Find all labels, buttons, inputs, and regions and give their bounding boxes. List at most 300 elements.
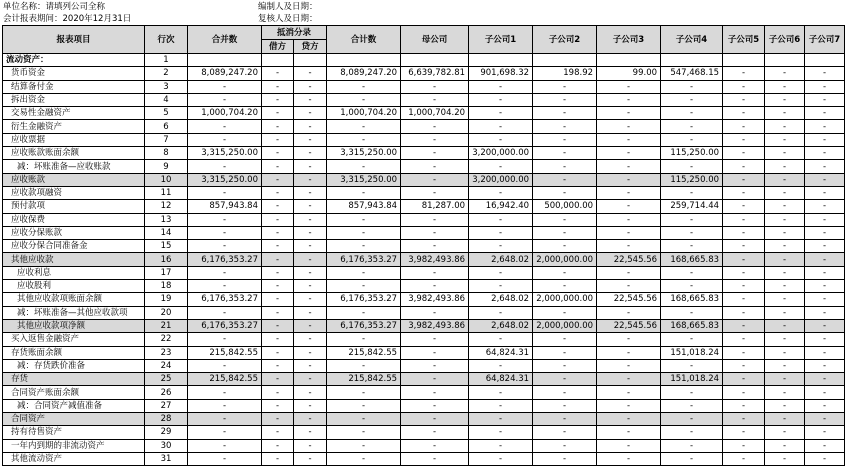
col-header-combined[interactable]: 合并数 xyxy=(188,26,262,54)
debit-cell[interactable]: - xyxy=(262,452,294,465)
sub5-cell[interactable]: - xyxy=(723,107,765,120)
total-cell[interactable]: - xyxy=(327,399,401,412)
sub2-cell[interactable]: - xyxy=(533,386,597,399)
sub3-cell[interactable]: - xyxy=(597,213,661,226)
sub2-cell[interactable]: - xyxy=(533,426,597,439)
credit-cell[interactable]: - xyxy=(294,373,327,386)
total-cell[interactable]: 6,176,353.27 xyxy=(327,253,401,266)
parent-cell[interactable]: - xyxy=(401,240,469,253)
parent-cell[interactable]: 3,982,493.86 xyxy=(401,319,469,332)
parent-cell[interactable]: - xyxy=(401,373,469,386)
line-number-cell[interactable]: 25 xyxy=(145,373,188,386)
total-cell[interactable]: - xyxy=(327,160,401,173)
parent-cell[interactable] xyxy=(401,54,469,67)
sub4-cell[interactable]: - xyxy=(661,426,723,439)
sub4-cell[interactable]: - xyxy=(661,413,723,426)
sub6-cell[interactable]: - xyxy=(765,160,805,173)
parent-cell[interactable]: - xyxy=(401,306,469,319)
sub1-cell[interactable]: - xyxy=(469,107,533,120)
debit-cell[interactable]: - xyxy=(262,386,294,399)
sub3-cell[interactable]: - xyxy=(597,306,661,319)
sub5-cell[interactable]: - xyxy=(723,200,765,213)
debit-cell[interactable]: - xyxy=(262,200,294,213)
sub3-cell[interactable]: 22,545.56 xyxy=(597,253,661,266)
sub1-cell[interactable]: - xyxy=(469,266,533,279)
sub3-cell[interactable]: 22,545.56 xyxy=(597,319,661,332)
sub1-cell[interactable]: - xyxy=(469,426,533,439)
sub4-cell[interactable]: 115,250.00 xyxy=(661,173,723,186)
sub2-cell[interactable]: - xyxy=(533,147,597,160)
sub7-cell[interactable]: - xyxy=(805,452,845,465)
parent-cell[interactable]: - xyxy=(401,93,469,106)
credit-cell[interactable]: - xyxy=(294,319,327,332)
total-cell[interactable]: - xyxy=(327,452,401,465)
total-cell[interactable]: - xyxy=(327,133,401,146)
sub2-cell[interactable]: 500,000.00 xyxy=(533,200,597,213)
sub2-cell[interactable]: - xyxy=(533,160,597,173)
line-number-cell[interactable]: 14 xyxy=(145,226,188,239)
debit-cell[interactable]: - xyxy=(262,120,294,133)
sub4-cell[interactable]: 115,250.00 xyxy=(661,147,723,160)
sub3-cell[interactable]: - xyxy=(597,359,661,372)
sub6-cell[interactable]: - xyxy=(765,107,805,120)
combined-cell[interactable]: - xyxy=(188,333,262,346)
combined-cell[interactable]: 1,000,704.20 xyxy=(188,107,262,120)
sub6-cell[interactable]: - xyxy=(765,133,805,146)
sub7-cell[interactable]: - xyxy=(805,413,845,426)
total-cell[interactable]: - xyxy=(327,306,401,319)
credit-cell[interactable]: - xyxy=(294,200,327,213)
sub4-cell[interactable]: 168,665.83 xyxy=(661,253,723,266)
credit-cell[interactable]: - xyxy=(294,186,327,199)
sub4-cell[interactable]: - xyxy=(661,386,723,399)
row-label-cell[interactable]: 应收分保合同准备金 xyxy=(3,240,145,253)
line-number-cell[interactable]: 28 xyxy=(145,413,188,426)
total-cell[interactable]: - xyxy=(327,413,401,426)
sub7-cell[interactable]: - xyxy=(805,133,845,146)
parent-cell[interactable]: 1,000,704.20 xyxy=(401,107,469,120)
line-number-cell[interactable]: 21 xyxy=(145,319,188,332)
line-number-cell[interactable]: 6 xyxy=(145,120,188,133)
sub4-cell[interactable]: - xyxy=(661,107,723,120)
total-cell[interactable]: 1,000,704.20 xyxy=(327,107,401,120)
credit-cell[interactable]: - xyxy=(294,80,327,93)
combined-cell[interactable] xyxy=(188,54,262,67)
sub4-cell[interactable] xyxy=(661,54,723,67)
row-label-cell[interactable]: 应收股利 xyxy=(3,280,145,293)
debit-cell[interactable]: - xyxy=(262,266,294,279)
sub7-cell[interactable]: - xyxy=(805,306,845,319)
sub3-cell[interactable]: - xyxy=(597,173,661,186)
line-number-cell[interactable]: 29 xyxy=(145,426,188,439)
sub5-cell[interactable]: - xyxy=(723,226,765,239)
credit-cell[interactable]: - xyxy=(294,333,327,346)
sub2-cell[interactable]: - xyxy=(533,266,597,279)
sub5-cell[interactable]: - xyxy=(723,133,765,146)
sub7-cell[interactable]: - xyxy=(805,333,845,346)
sub7-cell[interactable]: - xyxy=(805,266,845,279)
sub1-cell[interactable]: - xyxy=(469,439,533,452)
col-header-sub2[interactable]: 子公司2 xyxy=(533,26,597,54)
parent-cell[interactable]: 3,982,493.86 xyxy=(401,293,469,306)
sub3-cell[interactable]: - xyxy=(597,107,661,120)
total-cell[interactable]: 3,315,250.00 xyxy=(327,147,401,160)
parent-cell[interactable]: - xyxy=(401,147,469,160)
row-label-cell[interactable]: 拆出资金 xyxy=(3,93,145,106)
sub1-cell[interactable]: - xyxy=(469,306,533,319)
total-cell[interactable]: - xyxy=(327,93,401,106)
sub5-cell[interactable]: - xyxy=(723,253,765,266)
line-number-cell[interactable]: 9 xyxy=(145,160,188,173)
sub4-cell[interactable]: 547,468.15 xyxy=(661,67,723,80)
sub7-cell[interactable]: - xyxy=(805,67,845,80)
sub2-cell[interactable]: - xyxy=(533,439,597,452)
line-number-cell[interactable]: 10 xyxy=(145,173,188,186)
debit-cell[interactable]: - xyxy=(262,293,294,306)
col-header-sub7[interactable]: 子公司7 xyxy=(805,26,845,54)
credit-cell[interactable]: - xyxy=(294,413,327,426)
debit-cell[interactable]: - xyxy=(262,253,294,266)
line-number-cell[interactable]: 22 xyxy=(145,333,188,346)
sub3-cell[interactable]: - xyxy=(597,133,661,146)
col-header-sub4[interactable]: 子公司4 xyxy=(661,26,723,54)
sub4-cell[interactable]: - xyxy=(661,120,723,133)
col-header-debit[interactable]: 借方 xyxy=(262,40,294,54)
sub3-cell[interactable]: - xyxy=(597,346,661,359)
sub5-cell[interactable]: - xyxy=(723,93,765,106)
parent-cell[interactable]: - xyxy=(401,399,469,412)
sub7-cell[interactable]: - xyxy=(805,253,845,266)
parent-cell[interactable]: - xyxy=(401,280,469,293)
sub6-cell[interactable]: - xyxy=(765,226,805,239)
sub4-cell[interactable]: - xyxy=(661,399,723,412)
sub3-cell[interactable]: - xyxy=(597,186,661,199)
sub1-cell[interactable]: - xyxy=(469,93,533,106)
sub4-cell[interactable]: - xyxy=(661,333,723,346)
sub5-cell[interactable]: - xyxy=(723,413,765,426)
sub2-cell[interactable]: - xyxy=(533,413,597,426)
debit-cell[interactable]: - xyxy=(262,133,294,146)
combined-cell[interactable]: - xyxy=(188,226,262,239)
sub1-cell[interactable]: - xyxy=(469,452,533,465)
total-cell[interactable]: - xyxy=(327,280,401,293)
combined-cell[interactable]: 3,315,250.00 xyxy=(188,147,262,160)
debit-cell[interactable]: - xyxy=(262,107,294,120)
sub2-cell[interactable]: - xyxy=(533,133,597,146)
parent-cell[interactable]: 81,287.00 xyxy=(401,200,469,213)
sub1-cell[interactable]: - xyxy=(469,333,533,346)
debit-cell[interactable]: - xyxy=(262,413,294,426)
parent-cell[interactable]: - xyxy=(401,160,469,173)
sub2-cell[interactable]: - xyxy=(533,93,597,106)
credit-cell[interactable]: - xyxy=(294,107,327,120)
col-header-sub5[interactable]: 子公司5 xyxy=(723,26,765,54)
row-label-cell[interactable]: 其他流动资产 xyxy=(3,452,145,465)
sub7-cell[interactable]: - xyxy=(805,373,845,386)
sub5-cell[interactable]: - xyxy=(723,240,765,253)
combined-cell[interactable]: - xyxy=(188,413,262,426)
sub6-cell[interactable]: - xyxy=(765,293,805,306)
sub6-cell[interactable]: - xyxy=(765,266,805,279)
debit-cell[interactable]: - xyxy=(262,226,294,239)
line-number-cell[interactable]: 16 xyxy=(145,253,188,266)
sub7-cell[interactable]: - xyxy=(805,386,845,399)
sub3-cell[interactable]: - xyxy=(597,426,661,439)
credit-cell[interactable] xyxy=(294,54,327,67)
total-cell[interactable]: - xyxy=(327,426,401,439)
sub2-cell[interactable]: - xyxy=(533,399,597,412)
credit-cell[interactable]: - xyxy=(294,93,327,106)
sub1-cell[interactable]: 3,200,000.00 xyxy=(469,147,533,160)
sub7-cell[interactable]: - xyxy=(805,280,845,293)
combined-cell[interactable]: - xyxy=(188,160,262,173)
sub6-cell[interactable]: - xyxy=(765,67,805,80)
combined-cell[interactable]: - xyxy=(188,133,262,146)
credit-cell[interactable]: - xyxy=(294,439,327,452)
sub7-cell[interactable]: - xyxy=(805,426,845,439)
sub5-cell[interactable] xyxy=(723,54,765,67)
sub7-cell[interactable]: - xyxy=(805,346,845,359)
credit-cell[interactable]: - xyxy=(294,253,327,266)
sub5-cell[interactable]: - xyxy=(723,333,765,346)
sub5-cell[interactable]: - xyxy=(723,346,765,359)
total-cell[interactable]: - xyxy=(327,186,401,199)
row-label-cell[interactable]: 预付款项 xyxy=(3,200,145,213)
line-number-cell[interactable]: 15 xyxy=(145,240,188,253)
total-cell[interactable]: - xyxy=(327,120,401,133)
combined-cell[interactable]: - xyxy=(188,280,262,293)
line-number-cell[interactable]: 11 xyxy=(145,186,188,199)
credit-cell[interactable]: - xyxy=(294,280,327,293)
sub4-cell[interactable]: - xyxy=(661,359,723,372)
combined-cell[interactable]: 857,943.84 xyxy=(188,200,262,213)
parent-cell[interactable]: - xyxy=(401,226,469,239)
row-label-cell[interactable]: 存货 xyxy=(3,373,145,386)
total-cell[interactable]: 857,943.84 xyxy=(327,200,401,213)
debit-cell[interactable]: - xyxy=(262,373,294,386)
sub3-cell[interactable]: - xyxy=(597,93,661,106)
total-cell[interactable]: 3,315,250.00 xyxy=(327,173,401,186)
sub6-cell[interactable]: - xyxy=(765,413,805,426)
combined-cell[interactable]: - xyxy=(188,399,262,412)
sub1-cell[interactable]: - xyxy=(469,240,533,253)
total-cell[interactable]: - xyxy=(327,386,401,399)
sub6-cell[interactable] xyxy=(765,54,805,67)
row-label-cell[interactable]: 货币资金 xyxy=(3,67,145,80)
sub6-cell[interactable]: - xyxy=(765,319,805,332)
combined-cell[interactable]: - xyxy=(188,452,262,465)
sub1-cell[interactable]: - xyxy=(469,280,533,293)
total-cell[interactable]: - xyxy=(327,240,401,253)
sub7-cell[interactable]: - xyxy=(805,80,845,93)
sub6-cell[interactable]: - xyxy=(765,147,805,160)
row-label-cell[interactable]: 交易性金融资产 xyxy=(3,107,145,120)
sub5-cell[interactable]: - xyxy=(723,147,765,160)
sub6-cell[interactable]: - xyxy=(765,373,805,386)
sub7-cell[interactable]: - xyxy=(805,293,845,306)
credit-cell[interactable]: - xyxy=(294,67,327,80)
sub7-cell[interactable]: - xyxy=(805,120,845,133)
sub5-cell[interactable]: - xyxy=(723,319,765,332)
sub5-cell[interactable]: - xyxy=(723,359,765,372)
sub5-cell[interactable]: - xyxy=(723,213,765,226)
sub1-cell[interactable]: - xyxy=(469,226,533,239)
combined-cell[interactable]: 8,089,247.20 xyxy=(188,67,262,80)
credit-cell[interactable]: - xyxy=(294,173,327,186)
sub1-cell[interactable]: 3,200,000.00 xyxy=(469,173,533,186)
parent-cell[interactable]: 6,639,782.81 xyxy=(401,67,469,80)
debit-cell[interactable]: - xyxy=(262,439,294,452)
line-number-cell[interactable]: 3 xyxy=(145,80,188,93)
sub1-cell[interactable]: 2,648.02 xyxy=(469,253,533,266)
line-number-cell[interactable]: 1 xyxy=(145,54,188,67)
credit-cell[interactable]: - xyxy=(294,306,327,319)
line-number-cell[interactable]: 20 xyxy=(145,306,188,319)
sub1-cell[interactable]: - xyxy=(469,133,533,146)
sub4-cell[interactable]: - xyxy=(661,266,723,279)
credit-cell[interactable]: - xyxy=(294,213,327,226)
parent-cell[interactable]: - xyxy=(401,359,469,372)
sub3-cell[interactable]: - xyxy=(597,200,661,213)
sub7-cell[interactable]: - xyxy=(805,160,845,173)
sub3-cell[interactable]: - xyxy=(597,147,661,160)
sub2-cell[interactable]: 2,000,000.00 xyxy=(533,319,597,332)
sub6-cell[interactable]: - xyxy=(765,386,805,399)
sub2-cell[interactable]: - xyxy=(533,186,597,199)
col-header-sub6[interactable]: 子公司6 xyxy=(765,26,805,54)
combined-cell[interactable]: 215,842.55 xyxy=(188,373,262,386)
sub5-cell[interactable]: - xyxy=(723,386,765,399)
sub5-cell[interactable]: - xyxy=(723,306,765,319)
sub5-cell[interactable]: - xyxy=(723,280,765,293)
sub4-cell[interactable]: - xyxy=(661,240,723,253)
credit-cell[interactable]: - xyxy=(294,226,327,239)
sub2-cell[interactable]: 2,000,000.00 xyxy=(533,253,597,266)
line-number-cell[interactable]: 5 xyxy=(145,107,188,120)
sub1-cell[interactable]: - xyxy=(469,160,533,173)
col-header-sub1[interactable]: 子公司1 xyxy=(469,26,533,54)
sub6-cell[interactable]: - xyxy=(765,200,805,213)
combined-cell[interactable]: - xyxy=(188,186,262,199)
sub3-cell[interactable]: - xyxy=(597,399,661,412)
parent-cell[interactable]: 3,982,493.86 xyxy=(401,253,469,266)
parent-cell[interactable]: - xyxy=(401,80,469,93)
sub1-cell[interactable]: 64,824.31 xyxy=(469,373,533,386)
parent-cell[interactable]: - xyxy=(401,333,469,346)
sub7-cell[interactable]: - xyxy=(805,319,845,332)
sub7-cell[interactable]: - xyxy=(805,359,845,372)
sub6-cell[interactable]: - xyxy=(765,93,805,106)
sub6-cell[interactable]: - xyxy=(765,359,805,372)
sub5-cell[interactable]: - xyxy=(723,67,765,80)
sub3-cell[interactable]: - xyxy=(597,386,661,399)
combined-cell[interactable]: 6,176,353.27 xyxy=(188,253,262,266)
debit-cell[interactable]: - xyxy=(262,359,294,372)
parent-cell[interactable]: - xyxy=(401,346,469,359)
combined-cell[interactable]: 215,842.55 xyxy=(188,346,262,359)
sub6-cell[interactable]: - xyxy=(765,399,805,412)
total-cell[interactable]: - xyxy=(327,226,401,239)
row-label-cell[interactable]: 合同资产 xyxy=(3,413,145,426)
row-label-cell[interactable]: 应收分保账款 xyxy=(3,226,145,239)
sub7-cell[interactable]: - xyxy=(805,186,845,199)
total-cell[interactable]: - xyxy=(327,266,401,279)
row-label-cell[interactable]: 合同资产账面余额 xyxy=(3,386,145,399)
debit-cell[interactable]: - xyxy=(262,333,294,346)
credit-cell[interactable]: - xyxy=(294,120,327,133)
row-label-cell[interactable]: 减：坏账准备—其他应收款项 xyxy=(3,306,145,319)
line-number-cell[interactable]: 26 xyxy=(145,386,188,399)
col-header-elimination[interactable]: 抵消分录 xyxy=(262,26,327,40)
sub4-cell[interactable]: - xyxy=(661,160,723,173)
parent-cell[interactable]: - xyxy=(401,439,469,452)
parent-cell[interactable]: - xyxy=(401,386,469,399)
sub6-cell[interactable]: - xyxy=(765,120,805,133)
col-header-total[interactable]: 合计数 xyxy=(327,26,401,54)
row-label-cell[interactable]: 应收账款 xyxy=(3,173,145,186)
row-label-cell[interactable]: 应收保费 xyxy=(3,213,145,226)
debit-cell[interactable]: - xyxy=(262,399,294,412)
sub2-cell[interactable]: - xyxy=(533,280,597,293)
debit-cell[interactable]: - xyxy=(262,173,294,186)
sub2-cell[interactable] xyxy=(533,54,597,67)
sub2-cell[interactable]: - xyxy=(533,173,597,186)
combined-cell[interactable]: 6,176,353.27 xyxy=(188,293,262,306)
combined-cell[interactable]: - xyxy=(188,80,262,93)
row-label-cell[interactable]: 其他应收款 xyxy=(3,253,145,266)
sub6-cell[interactable]: - xyxy=(765,426,805,439)
sub1-cell[interactable]: 2,648.02 xyxy=(469,319,533,332)
sub3-cell[interactable]: - xyxy=(597,80,661,93)
row-label-cell[interactable]: 一年内到期的非流动资产 xyxy=(3,439,145,452)
credit-cell[interactable]: - xyxy=(294,386,327,399)
combined-cell[interactable]: - xyxy=(188,213,262,226)
sub4-cell[interactable]: 151,018.24 xyxy=(661,346,723,359)
total-cell[interactable]: 215,842.55 xyxy=(327,373,401,386)
combined-cell[interactable]: - xyxy=(188,266,262,279)
sub7-cell[interactable] xyxy=(805,54,845,67)
sub2-cell[interactable]: - xyxy=(533,306,597,319)
combined-cell[interactable]: - xyxy=(188,240,262,253)
line-number-cell[interactable]: 30 xyxy=(145,439,188,452)
sub4-cell[interactable]: 259,714.44 xyxy=(661,200,723,213)
sub5-cell[interactable]: - xyxy=(723,426,765,439)
sub6-cell[interactable]: - xyxy=(765,439,805,452)
sub2-cell[interactable]: - xyxy=(533,373,597,386)
debit-cell[interactable]: - xyxy=(262,306,294,319)
sub4-cell[interactable]: - xyxy=(661,439,723,452)
debit-cell[interactable] xyxy=(262,54,294,67)
sub3-cell[interactable]: - xyxy=(597,280,661,293)
sub4-cell[interactable]: - xyxy=(661,452,723,465)
debit-cell[interactable]: - xyxy=(262,147,294,160)
credit-cell[interactable]: - xyxy=(294,147,327,160)
sub3-cell[interactable] xyxy=(597,54,661,67)
sub4-cell[interactable]: 168,665.83 xyxy=(661,319,723,332)
total-cell[interactable]: 215,842.55 xyxy=(327,346,401,359)
sub3-cell[interactable]: - xyxy=(597,226,661,239)
line-number-cell[interactable]: 2 xyxy=(145,67,188,80)
row-label-cell[interactable]: 衍生金融资产 xyxy=(3,120,145,133)
credit-cell[interactable]: - xyxy=(294,426,327,439)
sub4-cell[interactable]: - xyxy=(661,226,723,239)
sub2-cell[interactable]: 198.92 xyxy=(533,67,597,80)
sub7-cell[interactable]: - xyxy=(805,173,845,186)
total-cell[interactable]: - xyxy=(327,359,401,372)
combined-cell[interactable]: - xyxy=(188,386,262,399)
sub4-cell[interactable]: - xyxy=(661,280,723,293)
sub1-cell[interactable]: - xyxy=(469,213,533,226)
